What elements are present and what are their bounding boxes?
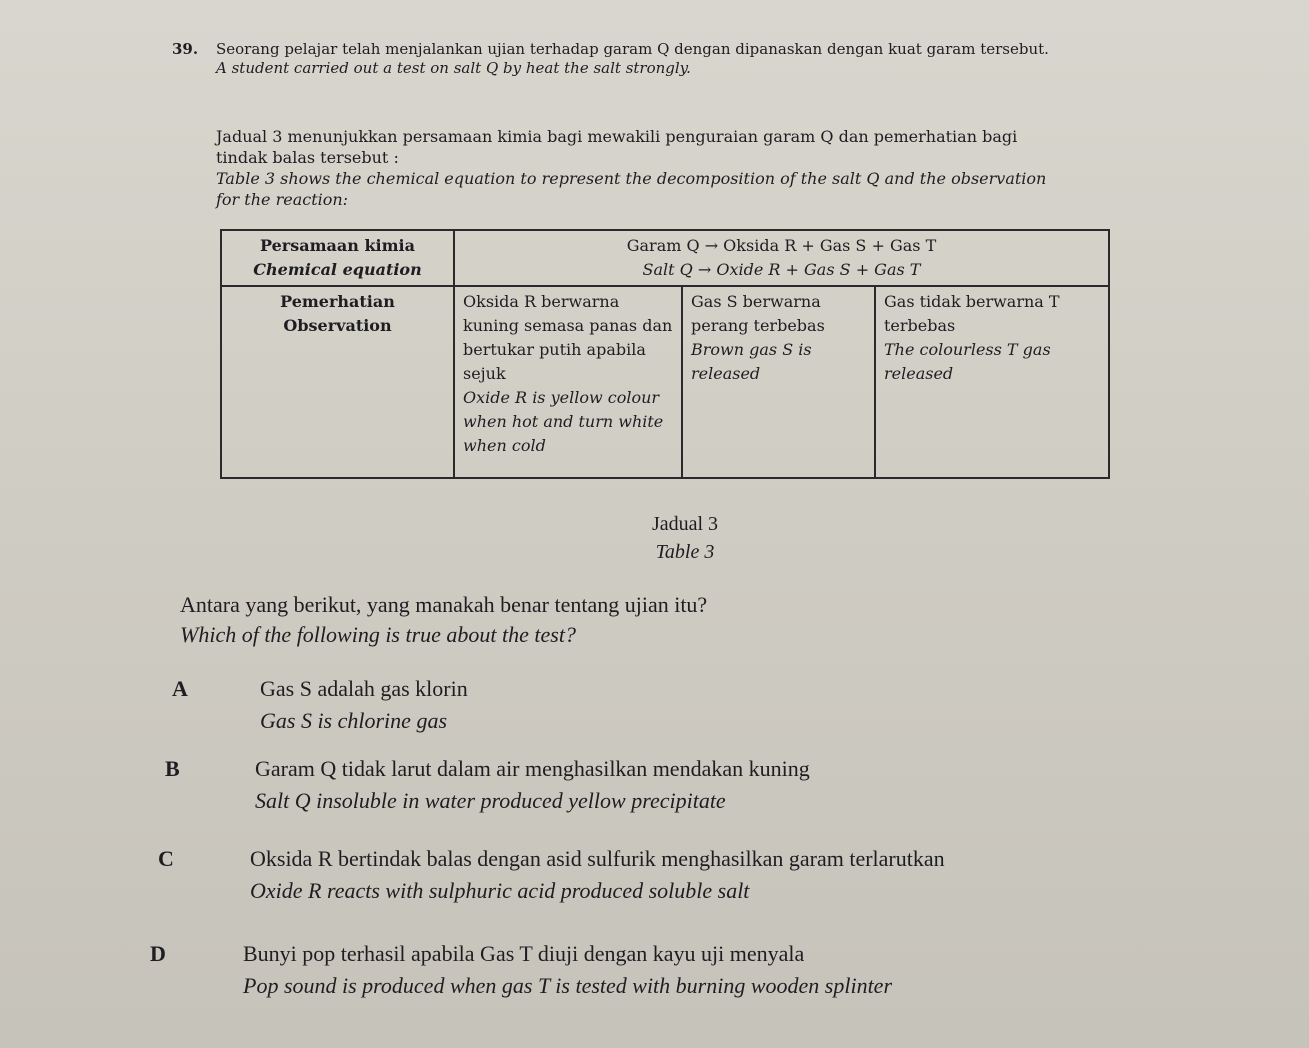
option-b-malay: Garam Q tidak larut dalam air menghasilkan mendakan kuning xyxy=(255,756,810,781)
question-number: 39. xyxy=(172,40,199,58)
equation-header xyxy=(221,230,454,286)
option-c-malay: Oksida R bertindak balas dengan asid sulfurik menghasilkan garam terlarutkan xyxy=(250,846,945,871)
option-a-malay: Gas S adalah gas klorin xyxy=(260,676,468,701)
option-b-letter: B xyxy=(165,756,180,781)
option-b-english: Salt Q insoluble in water produced yellow precipitate xyxy=(255,788,726,813)
observation-gas-s-malay: Gas S berwarna perang terbebas xyxy=(691,292,825,335)
observation-oxide-r-malay: Oksida R berwarna kuning semasa panas dan bertukar putih apabila sejuk xyxy=(463,292,673,383)
observation-oxide-r xyxy=(454,286,682,478)
option-c-english: Oxide R reacts with sulphuric acid produced soluble salt xyxy=(250,878,750,903)
intro-english: A student carried out a test on salt Q by heat the salt strongly. xyxy=(216,59,691,77)
option-a-english: Gas S is chlorine gas xyxy=(260,708,447,733)
stem-english: Which of the following is true about the test? xyxy=(180,622,576,647)
equation-malay: Garam Q → Oksida R + Gas S + Gas T xyxy=(626,236,937,255)
observation-header xyxy=(221,286,454,478)
caption-english: Table 3 xyxy=(655,541,715,563)
equation-cell xyxy=(454,230,1109,286)
equation-english: Salt Q → Oxide R + Gas S + Gas T xyxy=(642,260,921,279)
option-d-malay: Bunyi pop terhasil apabila Gas T diuji dengan kayu uji menyala xyxy=(243,941,805,966)
observation-gas-t-english: The colourless T gas released xyxy=(884,340,1051,383)
table-intro-english: Table 3 shows the chemical equation to represent the decomposition of the salt Q and the observation for the reaction: xyxy=(216,169,1047,209)
observation-gas-t-malay: Gas tidak berwarna T terbebas xyxy=(884,292,1060,335)
table-row-equation xyxy=(221,230,1109,286)
table-intro xyxy=(216,126,1056,210)
observation-gas-t xyxy=(875,286,1109,478)
equation-header-malay: Persamaan kimia xyxy=(260,236,415,255)
caption-malay: Jadual 3 xyxy=(651,513,719,535)
table-caption xyxy=(560,510,810,566)
observation-header-english: Observation xyxy=(283,316,392,335)
stem-malay: Antara yang berikut, yang manakah benar tentang ujian itu? xyxy=(180,592,708,617)
intro-malay: Seorang pelajar telah menjalankan ujian terhadap garam Q dengan dipanaskan dengan kuat garam tersebut. xyxy=(216,40,1049,58)
table-row-observation xyxy=(221,286,1109,478)
table-intro-malay: Jadual 3 menunjukkan persamaan kimia bagi mewakili penguraian garam Q dan pemerhatian bagi tindak balas tersebut : xyxy=(216,127,1018,167)
reaction-table xyxy=(220,229,1110,479)
observation-header-malay: Pemerhatian xyxy=(280,292,395,311)
option-c-letter: C xyxy=(158,846,174,871)
observation-oxide-r-english: Oxide R is yellow colour when hot and turn white when cold xyxy=(463,388,664,455)
question-stem xyxy=(180,590,1080,650)
equation-header-english: Chemical equation xyxy=(253,260,422,279)
observation-gas-s xyxy=(682,286,875,478)
question-intro xyxy=(216,40,1056,78)
observation-gas-s-english: Brown gas S is released xyxy=(691,340,812,383)
option-d-letter: D xyxy=(150,941,166,966)
option-d-english: Pop sound is produced when gas T is tested with burning wooden splinter xyxy=(243,973,893,998)
option-a-letter: A xyxy=(172,676,188,701)
